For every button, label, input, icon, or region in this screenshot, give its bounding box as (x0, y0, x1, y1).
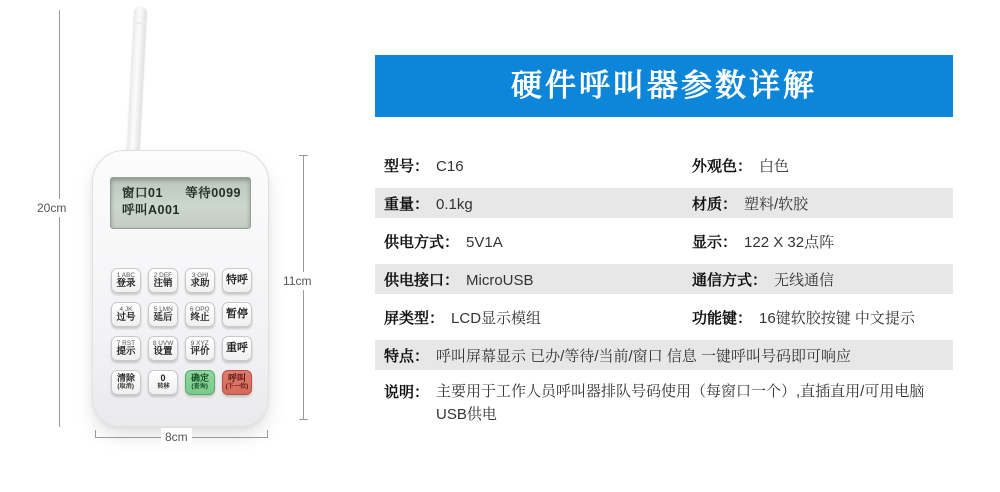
spec-row-port-comm (375, 264, 953, 294)
spec-value: 无线通信 (774, 271, 835, 289)
key-function-label: 确定 (190, 373, 209, 384)
spec-value: 16键软胶按键 中文提示 (759, 309, 915, 327)
lcd-waiting-count: 等待0099 (185, 186, 241, 200)
body-height-dimension-label: 11cm (279, 272, 315, 290)
spec-value: 塑料/软胶 (744, 195, 809, 213)
key-7-hint (111, 336, 141, 361)
key-clear-cancel (111, 370, 141, 395)
key-digit-label: 0 (160, 373, 166, 384)
key-digit-label: 5 LMN (153, 306, 173, 313)
key-8-settings (148, 336, 178, 361)
spec-label: 供电方式： (384, 233, 460, 251)
key-confirm-query (185, 370, 215, 395)
dimension-tick (299, 419, 308, 420)
key-0-transfer (148, 370, 178, 395)
device-keypad (111, 268, 252, 395)
key-digit-label: 3 GHI (191, 272, 209, 279)
height-dimension-line (59, 10, 60, 427)
key-function-label: 延后 (153, 312, 173, 324)
dimension-tick (299, 155, 308, 156)
spec-row-model-color (375, 146, 953, 184)
width-dimension-label: 8cm (161, 428, 192, 446)
spec-label: 功能键： (692, 309, 753, 327)
key-digit-label: 9 XYZ (191, 340, 209, 347)
spec-cell-weight (375, 193, 683, 214)
spec-row-power-display (375, 222, 953, 260)
key-function-label: 登录 (116, 278, 136, 290)
key-digit-label: 6 OPQ (190, 306, 210, 313)
height-dimension-label: 20cm (33, 199, 70, 217)
spec-row-note (375, 374, 953, 426)
key-digit-label: 4 JK (119, 306, 133, 313)
spec-value: 呼叫屏幕显示 已办/等待/当前/窗口 信息 一键呼叫号码即可响应 (436, 347, 852, 365)
spec-value: 5V1A (466, 233, 503, 251)
spec-label: 说明： (384, 384, 430, 401)
key-function-label: 终止 (190, 312, 210, 324)
spec-label: 重量： (384, 195, 430, 213)
spec-value: LCD显示模组 (451, 309, 542, 327)
key-4-skip (111, 302, 141, 327)
spec-value: 0.1kg (436, 195, 473, 213)
key-function-label: 求助 (190, 278, 210, 290)
spec-cell-communication (683, 269, 953, 290)
caller-device (92, 150, 269, 427)
key-digit-label: 1 ABC (116, 272, 136, 279)
key-function-label: 暂停 (226, 307, 248, 320)
spec-label: 材质： (692, 195, 738, 213)
spec-label: 外观色： (692, 157, 753, 175)
spec-cell-material (683, 193, 953, 214)
spec-value: 主要用于工作人员呼叫器排队号码使用（每窗口一个）,直插直用/可用电脑USB供电 (436, 383, 925, 423)
spec-value: 白色 (759, 157, 790, 175)
lcd-window-number: 窗口01 (122, 186, 163, 200)
spec-cell-power-supply (375, 231, 683, 252)
page-title-banner (375, 55, 953, 117)
key-function-label: 转移 (156, 383, 170, 390)
key-sub-label: (查询) (191, 383, 209, 390)
spec-label: 通信方式： (692, 271, 768, 289)
spec-cell-power-port (375, 269, 683, 290)
spec-cell-model (375, 155, 683, 176)
key-function-label: 重呼 (226, 341, 248, 354)
key-call-next (222, 370, 252, 395)
key-1-login (111, 268, 141, 293)
key-function-label: 过号 (116, 312, 136, 324)
key-pause (222, 302, 252, 327)
key-function-label: 清除 (116, 373, 135, 384)
dimension-tick (95, 430, 96, 438)
key-digit-label: 7 RST (116, 340, 136, 347)
spec-row-weight-material (375, 188, 953, 218)
key-function-label: 注销 (153, 278, 173, 290)
spec-cell-appearance-color (683, 155, 953, 176)
key-sub-label: (取消) (117, 383, 135, 390)
spec-value: 122 X 32点阵 (744, 233, 835, 251)
spec-value: C16 (436, 157, 464, 175)
key-3-help (185, 268, 215, 293)
spec-label: 显示： (692, 233, 738, 251)
spec-cell-function-keys (683, 307, 953, 328)
lcd-call-number: 呼叫A001 (122, 203, 180, 217)
key-function-label: 评价 (190, 346, 210, 358)
key-special-call (222, 268, 252, 293)
key-recall (222, 336, 252, 361)
key-2-logout (148, 268, 178, 293)
key-function-label: 提示 (116, 346, 136, 358)
spec-value: MicroUSB (466, 271, 534, 289)
key-digit-label: 2 DEF (153, 272, 173, 279)
lcd-line-1 (122, 185, 241, 202)
spec-table (375, 146, 953, 426)
key-6-end (185, 302, 215, 327)
spec-label: 供电接口： (384, 271, 460, 289)
device-lcd-screen (110, 177, 251, 229)
spec-label: 屏类型： (384, 309, 445, 327)
key-function-label: 特呼 (226, 273, 248, 286)
spec-label: 特点： (384, 347, 430, 365)
key-function-label: 设置 (153, 346, 173, 358)
page-title: 硬件呼叫器参数详解 (511, 68, 817, 103)
key-sub-label: (下一位) (225, 383, 249, 390)
spec-cell-display (683, 231, 953, 252)
key-function-label: 呼叫 (227, 373, 246, 384)
dimension-tick (267, 430, 268, 438)
device-antenna (126, 6, 147, 164)
spec-cell-screen-type (375, 307, 683, 328)
spec-row-screen-keys (375, 298, 953, 336)
key-digit-label: 8 UVW (152, 340, 174, 347)
key-5-postpone (148, 302, 178, 327)
key-9-rate (185, 336, 215, 361)
spec-label: 型号： (384, 157, 430, 175)
spec-row-features (375, 340, 953, 370)
